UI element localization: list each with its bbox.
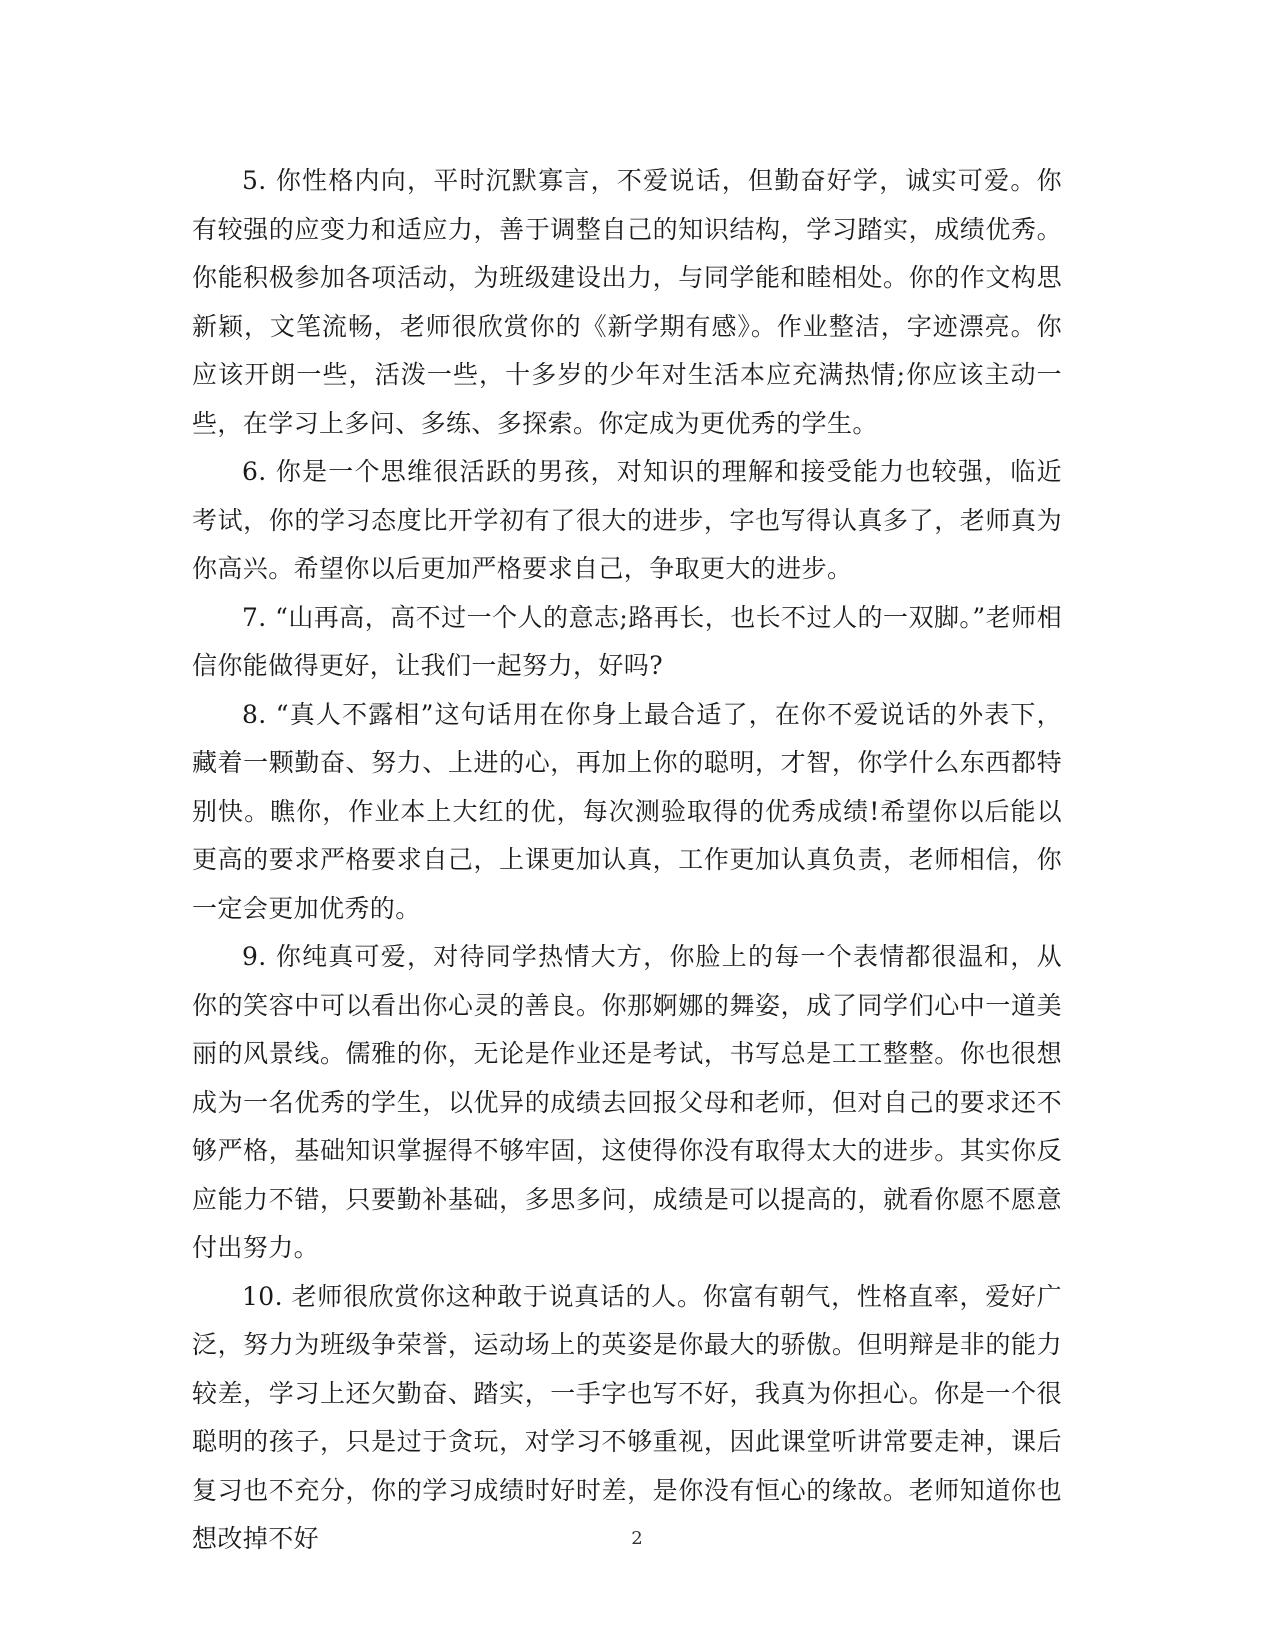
paragraph-6: 6. 你是一个思维很活跃的男孩，对知识的理解和接受能力也较强，临近考试，你的学习态度比开学初有了很大的进步，字也写得认真多了，老师真为你高兴。希望你以后更加严格要求自己，争取更大的进步。 bbox=[192, 457, 1062, 583]
document-body bbox=[192, 157, 1062, 1564]
paragraph-9: 9. 你纯真可爱，对待同学热情大方，你脸上的每一个表情都很温和，从你的笑容中可以看出你心灵的善良。你那婀娜的舞姿，成了同学们心中一道美丽的风景线。儒雅的你，无论是作业还是考试，书写总是工工整整。你也很想成为一名优秀的学生，以优异的成绩去回报父母和老师，但对自己的要求还不够严格，基础知识掌握得不够牢固，这使得你没有取得太大的进步。其实你反应能力不错，只要勤补基础，多思多问，成绩是可以提高的，就看你愿不愿意付出努力。 bbox=[192, 942, 1062, 1262]
paragraph-5: 5. 你性格内向，平时沉默寡言，不爱说话，但勤奋好学，诚实可爱。你有较强的应变力和适应力，善于调整自己的知识结构，学习踏实，成绩优秀。你能积极参加各项活动，为班级建设出力，与同学能和睦相处。你的作文构思新颖，文笔流畅，老师很欣赏你的《新学期有感》。作业整洁，字迹漂亮。你应该开朗一些，活泼一些，十多岁的少年对生活本应充满热情;你应该主动一些，在学习上多问、多练、多探索。你定成为更优秀的学生。 bbox=[192, 166, 1062, 438]
paragraph-8: 8. “真人不露相”这句话用在你身上最合适了，在你不爱说话的外表下，藏着一颗勤奋、努力、上进的心，再加上你的聪明，才智，你学什么东西都特别快。瞧你，作业本上大红的优，每次测验取得的优秀成绩!希望你以后能以更高的要求严格要求自己，上课更加认真，工作更加认真负责，老师相信，你一定会更加优秀的。 bbox=[192, 699, 1062, 923]
paragraph-7: 7. “山再高，高不过一个人的意志;路再长，也长不过人的一双脚。”老师相信你能做得更好，让我们一起努力，好吗? bbox=[192, 602, 1062, 680]
paragraph-10: 10. 老师很欣赏你这种敢于说真话的人。你富有朝气，性格直率，爱好广泛，努力为班级争荣誉，运动场上的英姿是你最大的骄傲。但明辩是非的能力较差，学习上还欠勤奋、踏实，一手字也写不好，我真为你担心。你是一个很聪明的孩子，只是过于贪玩，对学习不够重视，因此课堂听讲常要走神，课后复习也不充分，你的学习成绩时好时差，是你没有恒心的缘故。老师知道你也想改掉不好 bbox=[192, 1281, 1062, 1553]
page-number: 2 bbox=[631, 1528, 643, 1549]
